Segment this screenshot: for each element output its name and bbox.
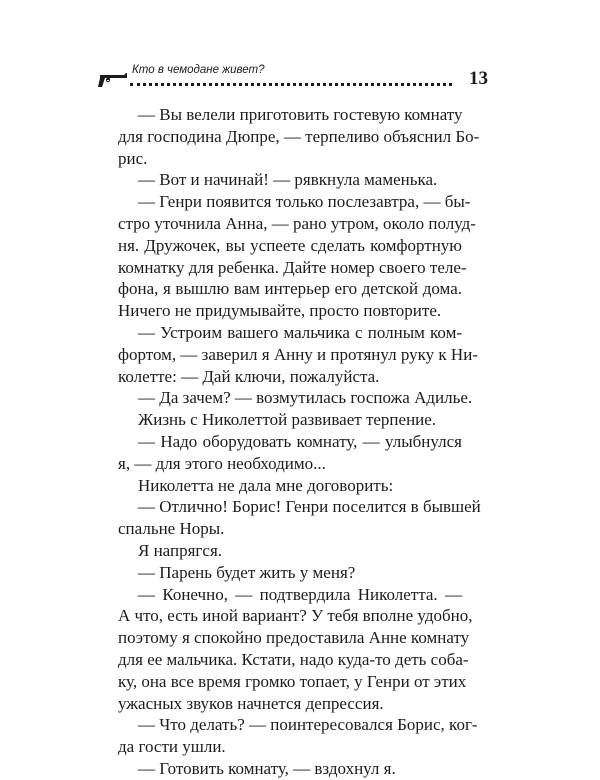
text-line: Ничего не придумывайте, просто повторите. [118, 301, 442, 321]
text-line: колетте: — Дай ключи, пожалуйста. [118, 366, 380, 386]
running-header [112, 64, 488, 90]
text-line: для ее мальчика. Кстати, надо куда-то деть соба- [118, 649, 469, 669]
text-line: для господина Дюпре, — терпеливо объяснил Бо- [118, 126, 480, 146]
text-line: ня. Дружочек, вы успеете сделать комфортную [118, 235, 462, 255]
text-line: — Вы велели приготовить гостевую комнату [138, 105, 463, 124]
text-line: да гости ушли. [118, 737, 226, 757]
text-line: — Что делать? — поинтересовался Борис, ког- [138, 715, 478, 735]
text-line: — Отлично! Борис! Генри поселится в бывшей [138, 497, 481, 517]
text-line: поэтому я спокойно предоставила Анне комнату [118, 628, 470, 648]
text-line: фона, я вышлю вам интерьер его детской дома. [118, 279, 462, 299]
text-line: ужасных звуков начнется депрессия. [118, 693, 384, 713]
page-number: 13 [469, 68, 488, 89]
text-line: — Конечно, — подтвердила Николетта. — [138, 584, 462, 604]
text-line: стро уточнила Анна, — рано утром, около полуд- [118, 213, 476, 233]
text-line: — Готовить комнату, — вздохнул я. [138, 758, 396, 778]
text-line: — Генри появится только послезавтра, — бы- [138, 192, 471, 212]
text-line: спальне Норы. [118, 519, 225, 539]
header-dotted-rule [130, 83, 452, 86]
text-line: — Вот и начинай! — рявкнула маменька. [138, 170, 438, 190]
pistol-icon [98, 72, 128, 88]
body-text [118, 104, 481, 780]
text-line: А что, есть иной вариант? У тебя вполне удобно, [118, 606, 473, 626]
text-line: комнатку для ребенка. Дайте номер своего теле- [118, 257, 467, 277]
text-line: — Устроим вашего мальчика с полным ком- [138, 322, 462, 342]
text-line: Я напрягся. [138, 540, 223, 560]
text-line: — Да зачем? — возмутилась госпожа Адилье. [138, 388, 473, 408]
text-line: ку, она все время громко топает, у Генри от этих [118, 671, 467, 691]
text-line: Николетта не дала мне договорить: [138, 475, 394, 495]
text-line: — Надо оборудовать комнату, — улыбнулся [138, 431, 462, 451]
text-line: я, — для этого необходимо... [118, 453, 326, 473]
text-line: — Парень будет жить у меня? [138, 562, 356, 582]
text-line: фортом, — заверил я Анну и протянул руку к Ни- [118, 344, 478, 364]
text-line: Жизнь с Николеттой развивает терпение. [138, 410, 437, 430]
text-line: рис. [118, 148, 148, 168]
running-title: Кто в чемодане живет? [132, 64, 265, 76]
